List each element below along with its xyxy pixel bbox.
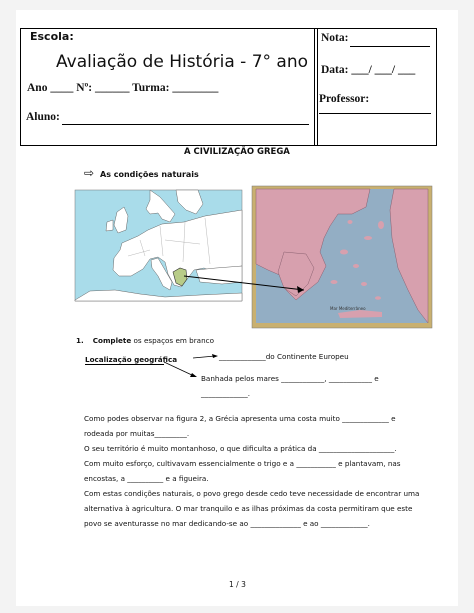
page-number: 1 / 3 (229, 580, 246, 589)
geo-label-underline (85, 364, 164, 365)
page-title: Avaliação de História - 7° ano (56, 52, 309, 72)
sea-label: Mar Mediterrâneo (330, 306, 366, 311)
nota-label: Nota: (321, 32, 349, 44)
school-label: Escola: (30, 30, 74, 43)
geo-label: Localização geográfica (85, 355, 178, 364)
paragraph-line: povo se aventurasse no mar dedicando-se ao ______________ e ao _____________. (84, 519, 370, 528)
arrowhead-icon (190, 373, 197, 377)
paragraph-line: Com muito esforço, cultivavam essencialmente o trigo e a ___________ e plantavam, nas (84, 459, 401, 468)
geo-line-3: _____________. (201, 389, 251, 398)
question-text: os espaços em branco (131, 336, 214, 345)
paragraph-line: alternativa à agricultura. O mar tranquilo e as ilhas próximas da costa permitiram que este (84, 504, 413, 513)
aluno-label: Aluno: (26, 111, 60, 123)
paragraph-line: O seu território é muito montanhoso, o que dificulta a prática da _____________________. (84, 444, 397, 453)
geo-line-2: Banhada pelos mares ____________, ____________ e (201, 374, 379, 383)
geo-arrow-up (193, 356, 215, 358)
data-line: Data: ___/ ___/ ___ (321, 64, 416, 76)
document-heading: A CIVILIZAÇÃO GREGA (184, 147, 290, 157)
geo-line-1: _____________do Continente Europeu (219, 352, 349, 361)
paragraph-line: encostas, a __________ e a figueira. (84, 474, 209, 483)
professor-label: Professor: (319, 93, 370, 105)
geo-arrow-down (164, 362, 194, 376)
section-heading: As condições naturais (100, 170, 199, 179)
question-verb: Complete (92, 336, 132, 345)
paragraph-line: Com estas condições naturais, o povo grego desde cedo teve necessidade de encontrar uma (84, 489, 420, 498)
paragraph-line: Como podes observar na figura 2, a Grécia apresenta uma costa muito _____________ e (84, 414, 396, 423)
arrow-right-icon: ⇨ (84, 166, 95, 180)
question-number: 1. (76, 336, 84, 345)
arrowhead-icon (212, 354, 218, 358)
greece-map (252, 186, 432, 328)
paragraph-line: rodeada por muitas_________. (84, 429, 190, 438)
question-1 (76, 336, 214, 345)
europe-map (75, 190, 242, 301)
ano-turma-line: Ano ____ Nº: ______ Turma: ________ (27, 82, 219, 94)
